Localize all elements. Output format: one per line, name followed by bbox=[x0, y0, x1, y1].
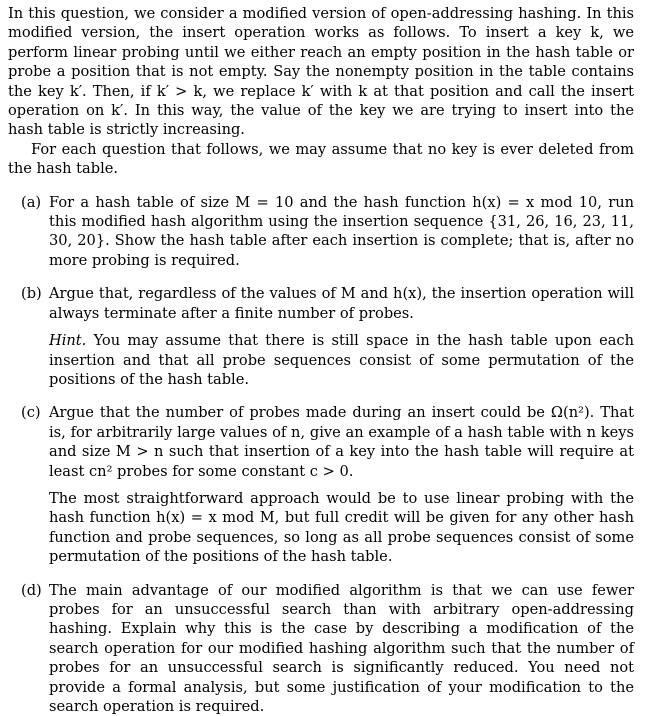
hint-label: Hint. bbox=[49, 332, 87, 350]
part-b bbox=[8, 284, 634, 389]
part-b-label: (b) bbox=[21, 285, 42, 303]
part-c-label: (c) bbox=[21, 404, 41, 422]
part-c-text: Argue that the number of probes made during an insert could be Ω(n²). That is, for arbitrarily large values of n, give an example of a hash table with n keys and size M > n such that insertion of a key into the hash table will require at least cn² probes for some constant c > 0. bbox=[49, 404, 634, 480]
part-c bbox=[8, 403, 634, 566]
part-b-text: Argue that, regardless of the values of M and h(x), the insertion operation will always terminate after a finite number of probes. bbox=[49, 285, 634, 322]
part-b-hint bbox=[49, 331, 634, 389]
intro-paragraph: In this question, we consider a modified version of open-addressing hashing. In this modified version, the insert operation works as follows. To insert a key k, we perform linear probing until we either reach an empty position in the hash table or probe a position that is not empty. Say the nonempty position in the table contains the key k′. Then, if k′ > k, we replace k′ with k at that position and call the insert operation on k′. In this way, the value of the key we are trying to insert into the hash table is strictly increasing. bbox=[8, 5, 634, 139]
part-d-label: (d) bbox=[21, 581, 42, 599]
part-a bbox=[8, 193, 634, 271]
hint-text: You may assume that there is still space in the hash table upon each insertion and that all probe sequences consist of some permutation of the positions of the hash table. bbox=[49, 332, 634, 388]
part-c-approach: The most straightforward approach would be to use linear probing with the hash function h(x) = x mod M, but full credit will be given for any other hash function and probe sequences, so long as all probe sequences consist of some permutation of the positions of the hash table. bbox=[49, 489, 634, 566]
assumption-paragraph: For each question that follows, we may assume that no key is ever deleted from the hash table. bbox=[8, 140, 634, 178]
part-a-text: For a hash table of size M = 10 and the hash function h(x) = x mod 10, run this modified hash algorithm using the insertion sequence {31, 26, 16, 23, 11, 30, 20}. Show the hash table after each insertion is complete; that is, after no more probing is required. bbox=[49, 193, 634, 269]
part-a-label: (a) bbox=[21, 193, 42, 211]
part-d bbox=[8, 581, 634, 716]
question-parts-list bbox=[8, 193, 634, 716]
part-d-text: The main advantage of our modified algorithm is that we can use fewer probes for an unsuccessful search than with arbitrary open-addressing hashing. Explain why this is the case by describing a modification of the search operation for our modified hashing algorithm such that the number of probes for an unsuccessful search is significantly reduced. You need not provide a formal analysis, but some justification of your modification to the search operation is required. bbox=[49, 581, 634, 715]
